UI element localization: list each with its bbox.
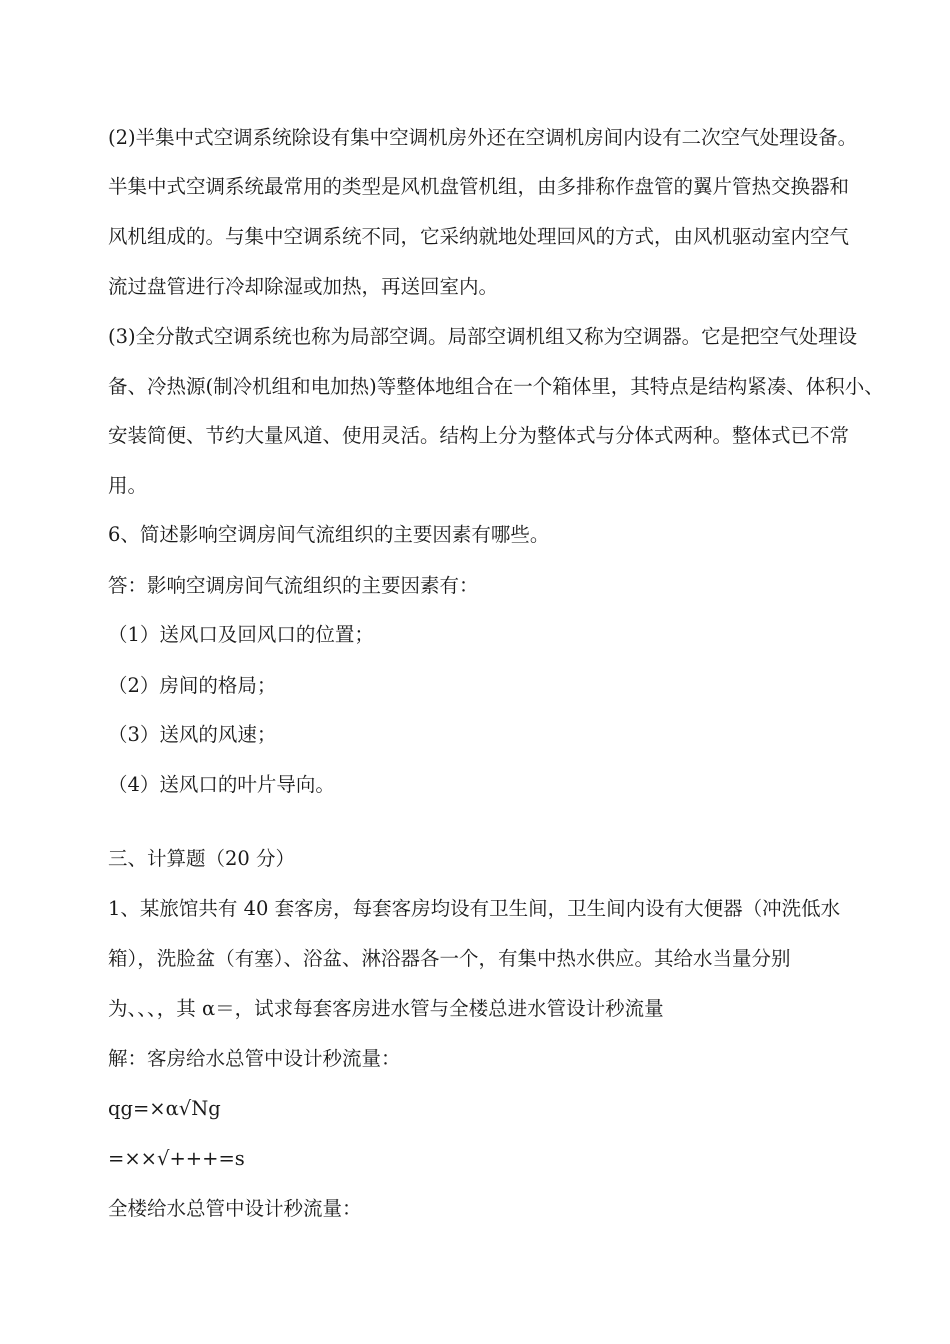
list-item: （3）送风的风速； [108,723,277,746]
paragraph-line: (2)半集中式空调系统除设有集中空调机房外还在空调机房间内设有二次空气处理设备。 [108,126,858,149]
paragraph-line: 用。 [108,474,148,497]
list-item: （1）送风口及回风口的位置； [108,623,374,646]
section-heading: 三、计算题（20 分） [108,847,296,870]
paragraph-line: 安装简便、节约大量风道、使用灵活。结构上分为整体式与分体式两种。整体式已不常 [108,424,850,447]
problem-line: 箱），洗脸盆（有塞）、浴盆、淋浴器各一个，有集中热水供应。其给水当量分别 [108,947,791,970]
list-item: （2）房间的格局； [108,674,277,697]
problem-line: 为、、、，其 α＝，试求每套客房进水管与全楼总进水管设计秒流量 [108,997,664,1020]
formula-line: =××√+++=s [108,1147,245,1170]
paragraph-line: 风机组成的。与集中空调系统不同，它采纳就地处理回风的方式，由风机驱动室内空气 [108,225,850,248]
paragraph-line: (3)全分散式空调系统也称为局部空调。局部空调机组又称为空调器。它是把空气处理设 [108,325,858,348]
paragraph-line: 流过盘管进行冷却除湿或加热，再送回室内。 [108,275,499,298]
problem-line: 1、某旅馆共有 40 套客房，每套客房均设有卫生间，卫生间内设有大便器（冲洗低水 [108,897,841,920]
solution-line: 全楼给水总管中设计秒流量： [108,1197,362,1220]
solution-line: 解：客房给水总管中设计秒流量： [108,1047,401,1070]
formula-line: qg=×α√Ng [108,1097,221,1120]
list-item: （4）送风口的叶片导向。 [108,773,335,796]
paragraph-line: 备、冷热源(制冷机组和电加热)等整体地组合在一个箱体里，其特点是结构紧凑、体积小、 [108,375,884,398]
paragraph-line: 半集中式空调系统最常用的类型是风机盘管机组，由多排称作盘管的翼片管热交换器和 [108,175,850,198]
question-heading: 6、简述影响空调房间气流组织的主要因素有哪些。 [108,523,550,546]
answer-intro: 答：影响空调房间气流组织的主要因素有： [108,574,479,597]
